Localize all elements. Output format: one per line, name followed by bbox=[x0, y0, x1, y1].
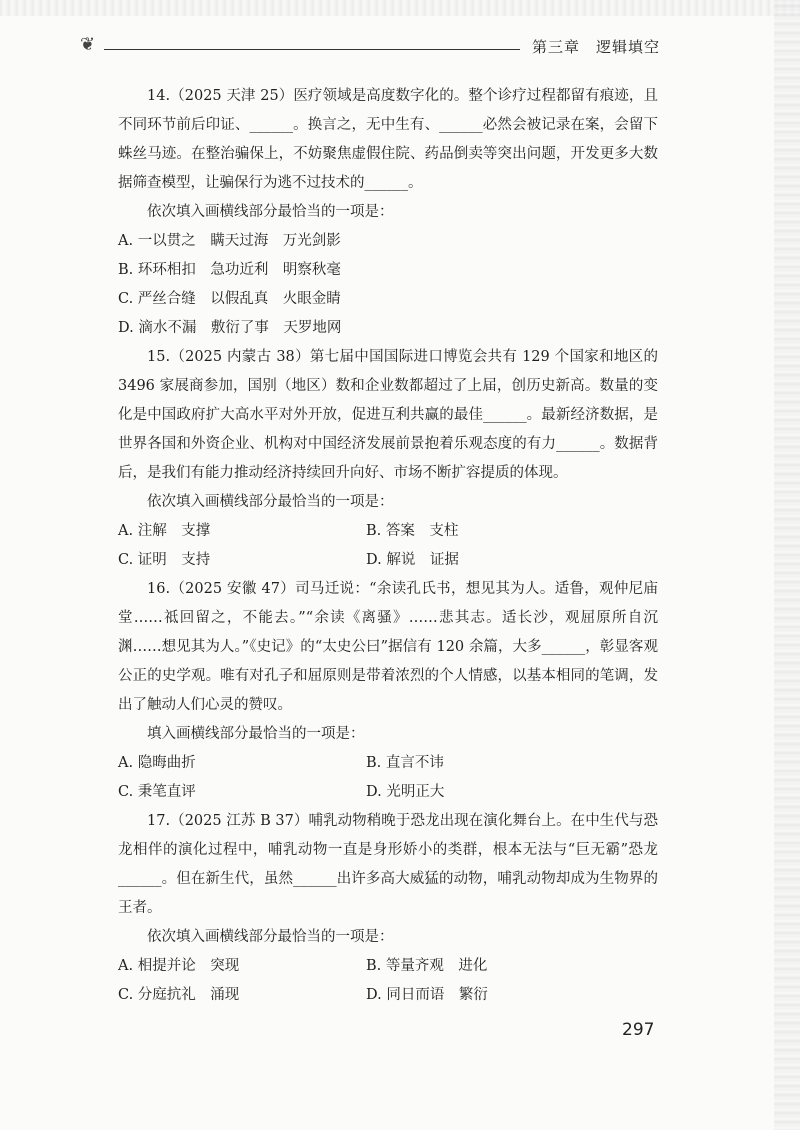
question-stem: 17.（2025 江苏 B 37）哺乳动物稍晚于恐龙出现在演化舞台上。在中生代与恐龙相伴的演化过程中，哺乳动物一直是身形娇小的类群，根本无法与“巨无霸”恐龙______。但在新生代，虽然______出许多高大威猛的动物，哺乳动物却成为生物界的王者。 bbox=[118, 813, 658, 916]
question-list bbox=[118, 82, 658, 1010]
option-b: B. 直言不讳 bbox=[366, 755, 444, 771]
option-d: D. 光明正大 bbox=[366, 784, 445, 800]
option-c: C. 秉笔直评 bbox=[118, 784, 196, 800]
option-d: D. 同日而语 繁衍 bbox=[366, 987, 488, 1003]
option-a: A. 相提并论 突现 bbox=[118, 958, 240, 974]
option-c: C. 证明 支持 bbox=[118, 552, 211, 568]
scan-edge-top bbox=[0, 0, 800, 16]
question-17 bbox=[118, 807, 658, 1010]
option-b: B. 答案 支柱 bbox=[366, 523, 459, 539]
option-a: A. 一以贯之 瞒天过海 万光剑影 bbox=[118, 233, 341, 249]
question-14 bbox=[118, 82, 658, 343]
question-stem: 14.（2025 天津 25）医疗领域是高度数字化的。整个诊疗过程都留有痕迹，且不同环节前后印证、______。换言之，无中生有、______必然会被记录在案，会留下蛛丝马迹。在整治骗保上，不妨聚焦虚假住院、药品倒卖等突出问题，开发更多大数据筛查模型，让骗保行为逃不过技术的______。 bbox=[118, 88, 658, 191]
option-list bbox=[118, 952, 658, 1010]
running-header bbox=[80, 34, 660, 58]
option-b: B. 等量齐观 进化 bbox=[366, 958, 488, 974]
option-list bbox=[118, 749, 658, 807]
question-stem: 16.（2025 安徽 47）司马迁说：“余读孔氏书，想见其为人。适鲁，观仲尼庙堂……祗回留之，不能去。”“余读《离骚》……悲其志。适长沙，观屈原所自沉渊……想见其为人。”《史记》的“太史公曰”据信有 120 余篇，大多______，彰显客观公正的史学观。唯有对孔子和屈原则是带着浓烈的个人情感，以基本相同的笔调，发出了触动人们心灵的赞叹。 bbox=[118, 581, 658, 713]
option-c: C. 严丝合缝 以假乱真 火眼金睛 bbox=[118, 291, 341, 307]
question-prompt: 依次填入画横线部分最恰当的一项是： bbox=[147, 494, 394, 510]
option-list bbox=[118, 517, 658, 575]
option-d: D. 解说 证据 bbox=[366, 552, 459, 568]
option-d: D. 滴水不漏 敷衍了事 天罗地网 bbox=[118, 320, 342, 336]
question-15 bbox=[118, 343, 658, 575]
option-a: A. 注解 支撑 bbox=[118, 523, 211, 539]
question-16 bbox=[118, 575, 658, 807]
option-list bbox=[118, 227, 658, 343]
question-prompt: 依次填入画横线部分最恰当的一项是： bbox=[147, 204, 394, 220]
page-number: 297 bbox=[622, 1020, 655, 1040]
question-prompt: 填入画横线部分最恰当的一项是： bbox=[147, 726, 365, 742]
option-b: B. 环环相扣 急功近利 明察秋毫 bbox=[118, 262, 341, 278]
header-rule bbox=[104, 49, 520, 50]
option-c: C. 分庭抗礼 涌现 bbox=[118, 987, 240, 1003]
question-stem: 15.（2025 内蒙古 38）第七届中国国际进口博览会共有 129 个国家和地区的 3496 家展商参加，国别（地区）数和企业数都超过了上届，创历史新高。数量的变化是中国政府扩大高水平对外开放，促进互利共赢的最佳______。最新经济数据，是世界各国和外资企业、机构对中国经济发展前景抱着乐观态度的有力______。数据背后，是我们有能力推动经济持续回升向好、市场不断扩容提质的体现。 bbox=[118, 349, 658, 481]
option-a: A. 隐晦曲折 bbox=[118, 755, 196, 771]
scan-edge-right bbox=[774, 0, 800, 1130]
chapter-title: 第三章 逻辑填空 bbox=[531, 38, 660, 56]
leaf-icon: ❦ bbox=[80, 34, 96, 55]
question-prompt: 依次填入画横线部分最恰当的一项是： bbox=[147, 929, 394, 945]
